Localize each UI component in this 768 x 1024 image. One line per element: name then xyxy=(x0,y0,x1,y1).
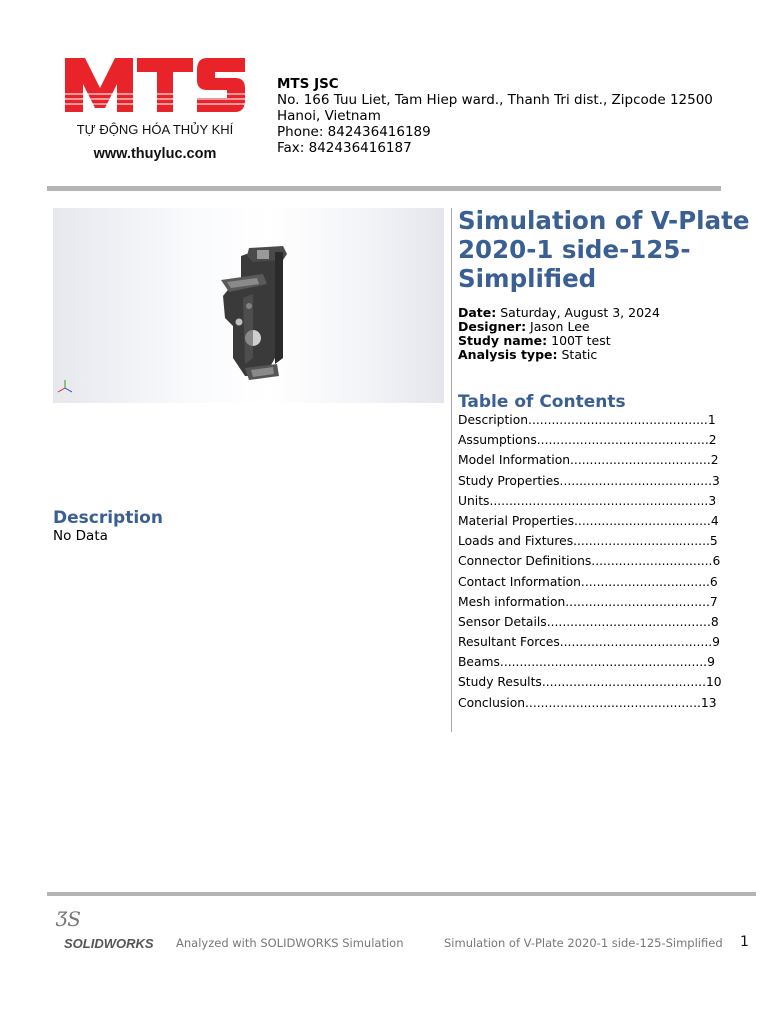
toc-item[interactable]: Study Results..........................................10 xyxy=(458,675,722,690)
study-metadata xyxy=(458,306,660,362)
ds-logo-icon xyxy=(54,904,164,954)
mts-logo-mark xyxy=(55,50,255,120)
v-plate-model-illustration xyxy=(53,208,444,403)
solidworks-logo xyxy=(54,904,164,954)
page-number: 1 xyxy=(740,934,749,950)
toc-item[interactable]: Resultant Forces.......................................9 xyxy=(458,635,720,650)
toc-item[interactable]: Assumptions............................................2 xyxy=(458,433,717,448)
company-address-line1: No. 166 Tuu Liet, Tam Hiep ward., Thanh Tri dist., Zipcode 12500 xyxy=(277,92,713,108)
toc-item[interactable]: Beams.....................................................9 xyxy=(458,655,715,670)
axis-triad-icon xyxy=(58,380,72,392)
svg-text:ƷS: ƷS xyxy=(56,907,81,931)
footer-analyzed-with: Analyzed with SOLIDWORKS Simulation xyxy=(176,936,404,950)
toc-item[interactable]: Description..............................................1 xyxy=(458,413,716,427)
toc-heading: Table of Contents xyxy=(458,392,626,412)
description-heading: Description xyxy=(53,508,163,528)
company-info xyxy=(277,76,713,156)
toc-item[interactable]: Study Properties.......................................3 xyxy=(458,473,720,488)
header-divider xyxy=(47,186,721,191)
footer-divider xyxy=(47,892,756,896)
model-preview-image xyxy=(53,208,444,403)
toc-item[interactable]: Units........................................................3 xyxy=(458,493,717,508)
column-divider xyxy=(451,208,452,732)
meta-designer: Designer: Jason Lee xyxy=(458,319,590,334)
footer-document-title: Simulation of V-Plate 2020-1 side-125-Simplified xyxy=(444,936,723,950)
company-logo xyxy=(55,50,255,170)
table-of-contents xyxy=(458,410,738,713)
company-phone: Phone: 842436416189 xyxy=(277,124,431,140)
toc-item[interactable]: Loads and Fixtures...................................5 xyxy=(458,534,718,549)
logo-url: www.thuyluc.com xyxy=(93,146,217,162)
company-name: MTS JSC xyxy=(277,76,339,92)
toc-item[interactable]: Sensor Details..........................................8 xyxy=(458,614,719,629)
company-address-line2: Hanoi, Vietnam xyxy=(277,108,381,124)
meta-analysis-type: Analysis type: Static xyxy=(458,347,598,362)
toc-item[interactable]: Conclusion.............................................13 xyxy=(458,695,717,710)
logo-tagline: TỰ ĐỘNG HÓA THỦY KHÍ xyxy=(76,122,234,137)
toc-item[interactable]: Contact Information.................................6 xyxy=(458,574,718,589)
toc-item[interactable]: Model Information....................................2 xyxy=(458,453,719,468)
toc-item[interactable]: Connector Definitions...............................6 xyxy=(458,554,721,569)
meta-study-name: Study name: 100T test xyxy=(458,333,611,348)
report-title: Simulation of V-Plate 2020-1 side-125-Simplified xyxy=(458,206,750,293)
toc-item[interactable]: Material Properties...................................4 xyxy=(458,513,719,528)
company-fax: Fax: 842436416187 xyxy=(277,140,412,156)
toc-item[interactable]: Mesh information.....................................7 xyxy=(458,594,718,609)
solidworks-wordmark: SOLIDWORKS xyxy=(64,936,154,951)
meta-date: Date: Saturday, August 3, 2024 xyxy=(458,305,660,320)
description-text: No Data xyxy=(53,528,108,544)
